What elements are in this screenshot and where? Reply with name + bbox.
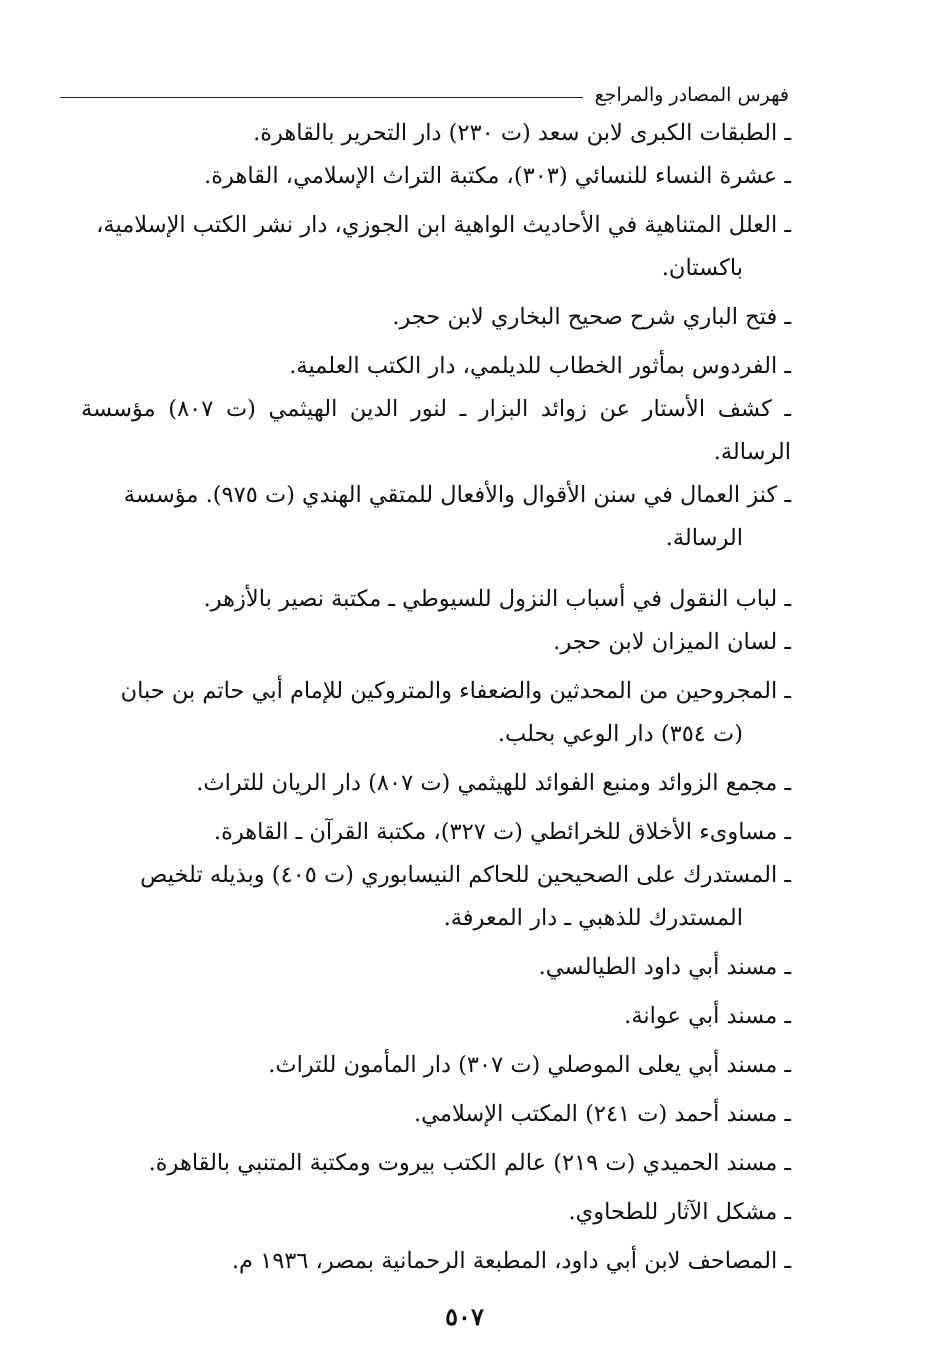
bibliography-entry: [81, 1191, 791, 1234]
bibliography-entry: [81, 995, 791, 1038]
bibliography-entry: [81, 1044, 791, 1087]
entry-text: ـ مسند أبي يعلى الموصلي (ت ٣٠٧) دار المأمون للتراث.: [268, 1052, 791, 1078]
entry-text: ـ لباب النقول في أسباب النزول للسيوطي ـ مكتبة نصير بالأزهر.: [203, 586, 791, 612]
entry-continuation: (ت ٣٥٤) دار الوعي بحلب.: [497, 721, 743, 747]
entry-text: ـ مسند أبي عوانة.: [624, 1003, 791, 1029]
entry-text: ـ العلل المتناهية في الأحاديث الواهية ابن الجوزي، دار نشر الكتب الإسلامية،: [96, 212, 791, 238]
bibliography-entry: [81, 578, 791, 621]
entry-text: ـ مسند أحمد (ت ٢٤١) المكتب الإسلامي.: [414, 1101, 791, 1127]
entry-text: ـ عشرة النساء للنسائي (٣٠٣)، مكتبة التراث الإسلامي، القاهرة.: [204, 163, 791, 189]
entry-text: ـ مشكل الآثار للطحاوي.: [568, 1199, 791, 1225]
bibliography-entry: [81, 762, 791, 805]
bibliography-entry: [81, 670, 791, 756]
bibliography-entry: [81, 1093, 791, 1136]
bibliography-entry: [81, 474, 791, 560]
entry-text: ـ المستدرك على الصحيحين للحاكم النيسابوري (ت ٤٠٥) وبذيله تلخيص: [140, 862, 791, 888]
entry-text: ـ مجمع الزوائد ومنبع الفوائد للهيثمي (ت ٨٠٧) دار الريان للتراث.: [196, 770, 791, 796]
bibliography-entry: [81, 946, 791, 989]
bibliography-entry: [81, 1240, 791, 1283]
header-rule: [60, 97, 583, 98]
bibliography-entry: [81, 854, 791, 940]
bibliography-list: [81, 112, 791, 1283]
entry-continuation: الرسالة.: [665, 525, 743, 551]
entry-text: ـ مسند الحميدي (ت ٢١٩) عالم الكتب بيروت ومكتبة المتنبي بالقاهرة.: [148, 1150, 791, 1176]
bibliography-entry: [81, 811, 791, 854]
header-title: فهرس المصادر والمراجع: [594, 84, 789, 106]
entry-text: ـ فتح الباري شرح صحيح البخاري لابن حجر.: [392, 304, 791, 330]
running-header: [60, 80, 789, 110]
entry-text: ـ لسان الميزان لابن حجر.: [553, 629, 791, 655]
entry-text: ـ المجروحين من المحدثين والضعفاء والمتروكين للإمام أبي حاتم بن حبان: [120, 678, 791, 704]
bibliography-entry: [81, 155, 791, 198]
bibliography-entry: [81, 621, 791, 664]
entry-text: ـ المصاحف لابن أبي داود، المطبعة الرحمانية بمصر، ١٩٣٦ م.: [231, 1248, 791, 1274]
entry-text: ـ كنز العمال في سنن الأقوال والأفعال للمتقي الهندي (ت ٩٧٥). مؤسسة: [123, 482, 791, 508]
bibliography-entry: [81, 388, 791, 474]
bibliography-entry: [81, 345, 791, 388]
entry-text: ـ كشف الأستار عن زوائد البزار ـ لنور الدين الهيثمي (ت ٨٠٧) مؤسسة الرسالة.: [81, 396, 792, 465]
entry-text: ـ الفردوس بمأثور الخطاب للديلمي، دار الكتب العلمية.: [289, 353, 791, 379]
entry-text: ـ الطبقات الكبرى لابن سعد (ت ٢٣٠) دار التحرير بالقاهرة.: [253, 120, 791, 146]
page-number: ٥٠٧: [445, 1302, 484, 1331]
entry-text: ـ مسند أبي داود الطيالسي.: [538, 954, 791, 980]
bibliography-entry: [81, 112, 791, 155]
bibliography-entry: [81, 204, 791, 290]
entry-text: ـ مساوىء الأخلاق للخرائطي (ت ٣٢٧)، مكتبة القرآن ـ القاهرة.: [213, 819, 791, 845]
entry-continuation: المستدرك للذهبي ـ دار المعرفة.: [443, 905, 743, 931]
bibliography-entry: [81, 296, 791, 339]
entry-continuation: باكستان.: [661, 255, 743, 281]
bibliography-entry: [81, 1142, 791, 1185]
